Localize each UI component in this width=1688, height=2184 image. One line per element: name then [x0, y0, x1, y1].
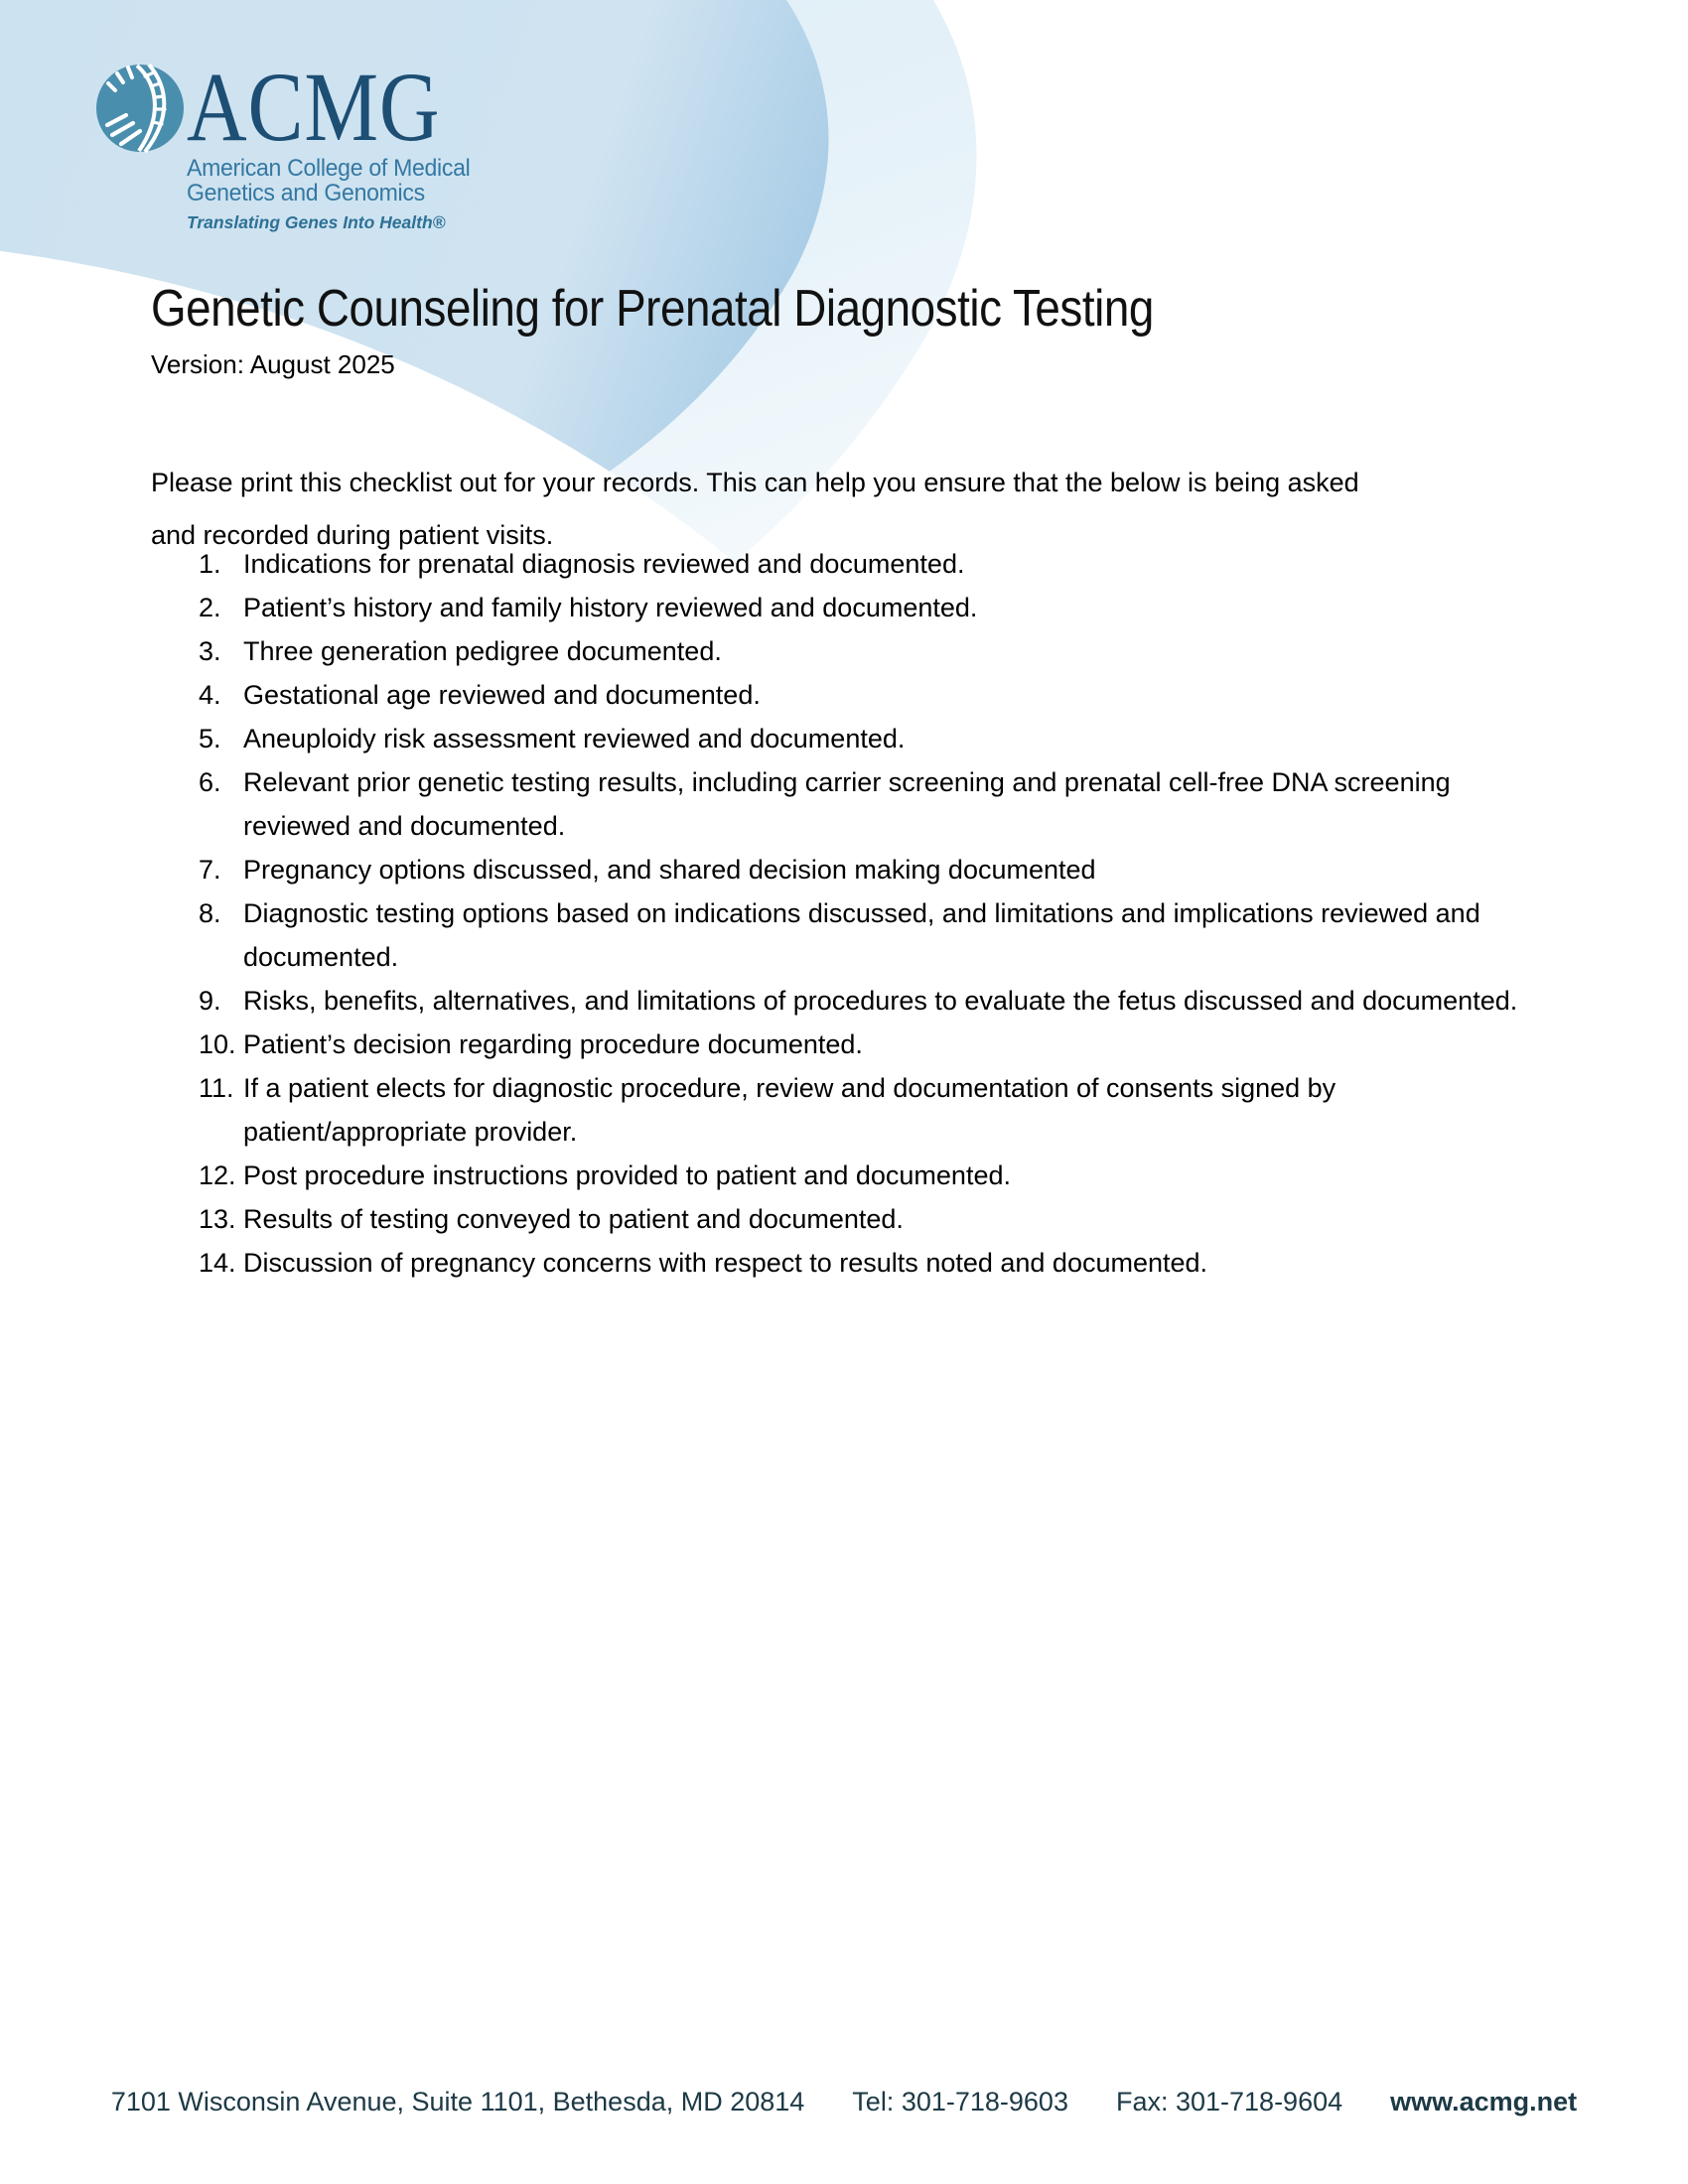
checklist-item-4: Gestational age reviewed and documented. [243, 680, 761, 710]
footer-address: 7101 Wisconsin Avenue, Suite 1101, Bethesda, MD 20814 [110, 2087, 805, 2116]
checklist-item-14: Discussion of pregnancy concerns with respect to results noted and documented. [243, 1248, 1208, 1278]
checklist-item-5: Aneuploidy risk assessment reviewed and documented. [243, 724, 906, 753]
footer-fax: Fax: 301-718-9604 [1115, 2087, 1343, 2116]
checklist [151, 542, 1561, 1285]
checklist-item-2: Patient’s history and family history reviewed and documented. [243, 593, 978, 622]
version-label: Version: August 2025 [151, 349, 395, 379]
checklist-item-1: Indications for prenatal diagnosis reviewed and documented. [243, 549, 965, 579]
logo-acronym: ACMG [187, 52, 441, 162]
checklist-item-8: Diagnostic testing options based on indications discussed, and limitations and implications reviewed and documented. [243, 898, 1480, 972]
checklist-item-11: If a patient elects for diagnostic procedure, review and documentation of consents signed by patient/appropriate provider. [243, 1073, 1336, 1147]
page-title: Genetic Counseling for Prenatal Diagnostic Testing [151, 280, 1154, 338]
checklist-item-10: Patient’s decision regarding procedure documented. [243, 1029, 863, 1059]
acmg-dna-globe-icon [95, 64, 185, 153]
checklist-item-9: Risks, benefits, alternatives, and limitations of procedures to evaluate the fetus discussed and documented. [243, 986, 1518, 1016]
intro-line-1: Please print this checklist out for your records. This can help you ensure that the below is being asked [151, 468, 1359, 497]
logo-tagline: Translating Genes Into Health® [187, 212, 446, 232]
checklist-item-7: Pregnancy options discussed, and shared decision making documented [243, 855, 1096, 885]
checklist-item-12: Post procedure instructions provided to patient and documented. [243, 1160, 1011, 1190]
intro-line-2: and recorded during patient visits. [151, 520, 554, 550]
acmg-logo [95, 52, 651, 250]
footer-tel: Tel: 301-718-9603 [852, 2087, 1068, 2116]
checklist-item-6: Relevant prior genetic testing results, including carrier screening and prenatal cell-free DNA screening reviewed and documented. [243, 767, 1451, 841]
footer [0, 2085, 1688, 2118]
checklist-item-3: Three generation pedigree documented. [243, 636, 722, 666]
footer-website-link[interactable]: www.acmg.net [1390, 2087, 1578, 2116]
checklist-item-13: Results of testing conveyed to patient and documented. [243, 1204, 904, 1234]
logo-org-name-line1: American College of Medical [187, 155, 471, 182]
logo-org-name-line2: Genetics and Genomics [187, 180, 425, 206]
